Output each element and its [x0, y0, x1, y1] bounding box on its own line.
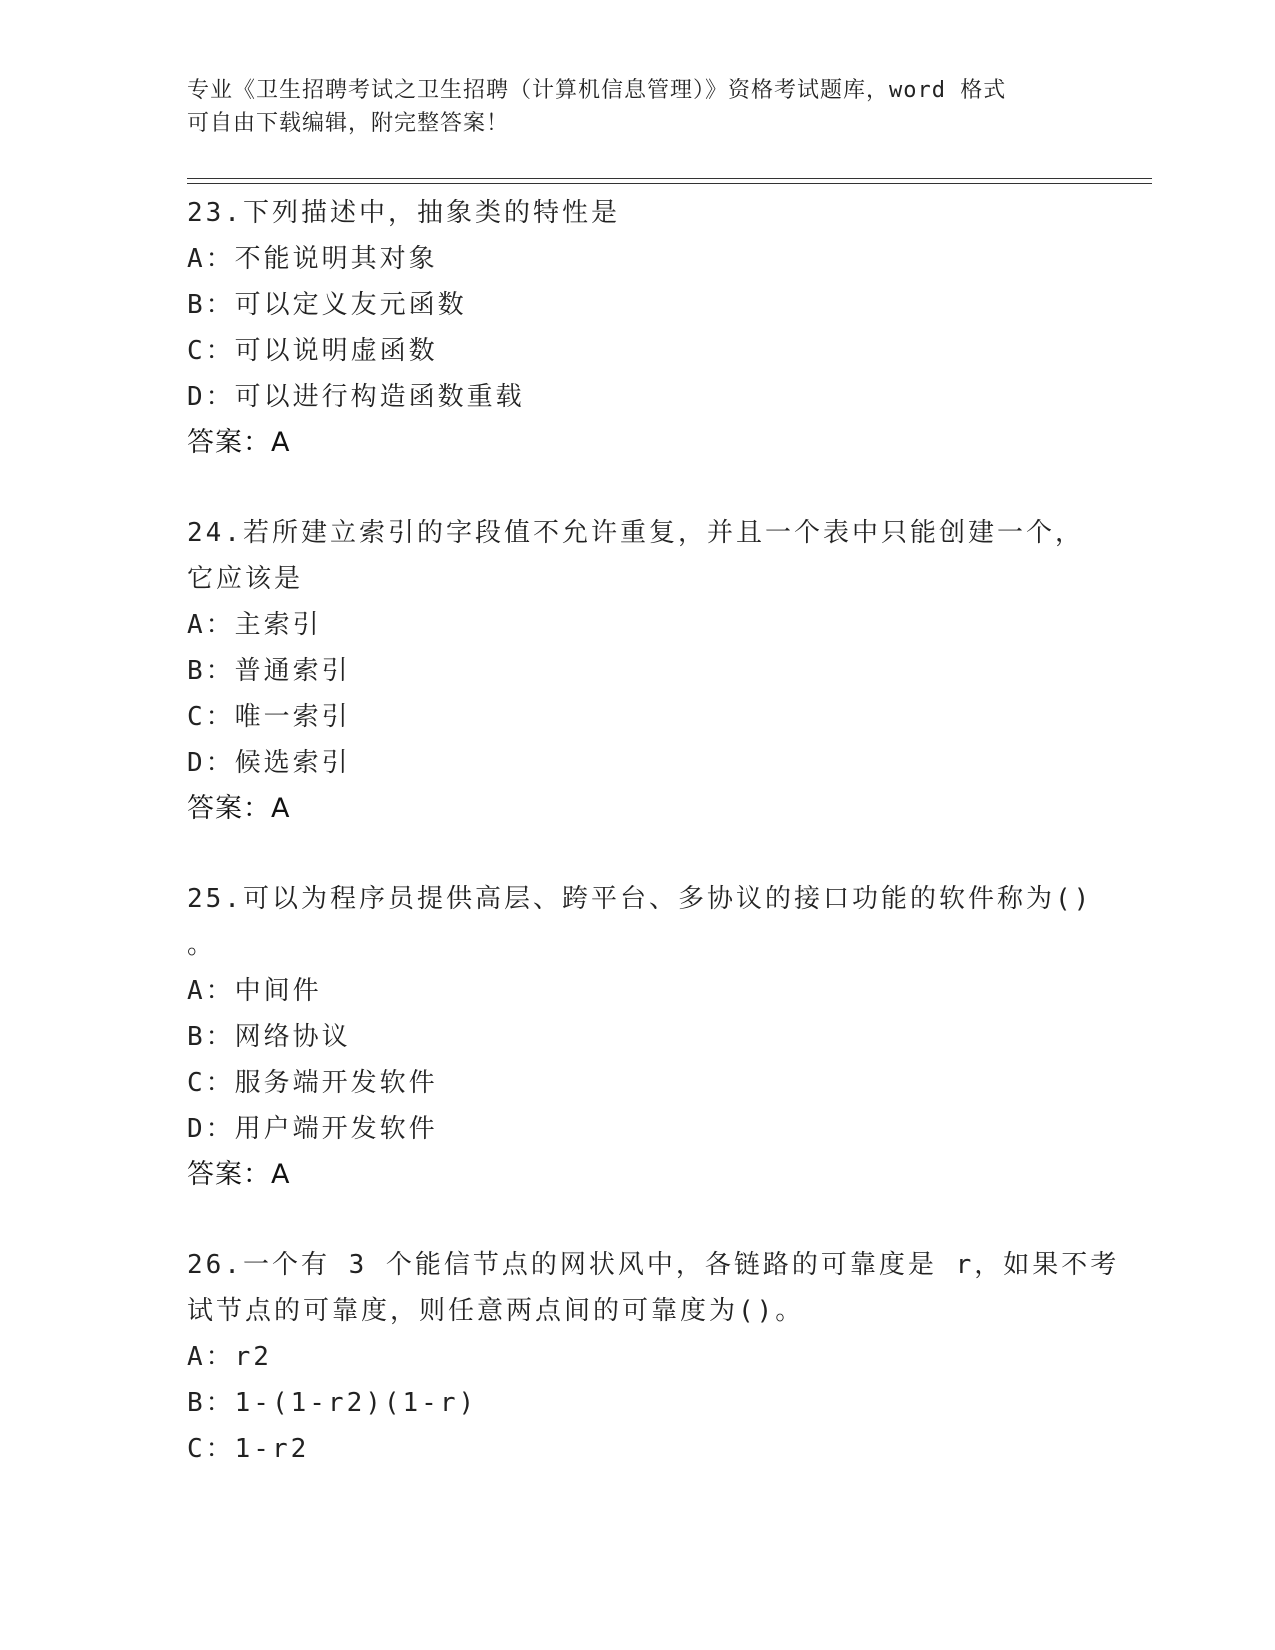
option-d: D：用户端开发软件 — [187, 1114, 438, 1144]
option-c: C：服务端开发软件 — [187, 1068, 438, 1098]
question-stem-line-2: 试节点的可靠度，则任意两点间的可靠度为()。 — [187, 1296, 805, 1326]
header-divider-bottom — [187, 183, 1152, 184]
option-a: A：r2 — [187, 1342, 272, 1372]
option-d: D：候选索引 — [187, 748, 351, 778]
header-divider-top — [187, 178, 1152, 179]
option-a: A：不能说明其对象 — [187, 244, 438, 274]
option-c: C：可以说明虚函数 — [187, 336, 438, 366]
answer-line: 答案：A — [187, 793, 291, 824]
document-header — [187, 74, 1067, 140]
option-a: A：中间件 — [187, 976, 322, 1006]
question-26 — [187, 1242, 1120, 1472]
option-d: D：可以进行构造函数重载 — [187, 382, 525, 412]
option-c: C：1-r2 — [187, 1434, 310, 1464]
question-stem-line-1: 24.若所建立索引的字段值不允许重复，并且一个表中只能创建一个， — [187, 518, 1084, 548]
question-24 — [187, 510, 1087, 832]
option-c: C：唯一索引 — [187, 702, 351, 732]
question-25 — [187, 876, 1093, 1198]
option-b: B：普通索引 — [187, 656, 351, 686]
header-line-2: 可自由下载编辑，附完整答案！ — [187, 111, 510, 136]
header-line-1: 专业《卫生招聘考试之卫生招聘（计算机信息管理）》资格考试题库，word 格式 — [187, 78, 1007, 103]
option-b: B：网络协议 — [187, 1022, 351, 1052]
answer-line: 答案：A — [187, 427, 291, 458]
answer-line: 答案：A — [187, 1159, 291, 1190]
option-b: B：1-(1-r2)(1-r) — [187, 1388, 478, 1418]
option-b: B：可以定义友元函数 — [187, 290, 467, 320]
question-stem-line-2: 它应该是 — [187, 564, 304, 594]
question-stem-line-1: 25.可以为程序员提供高层、跨平台、多协议的接口功能的软件称为() — [187, 884, 1093, 914]
question-23 — [187, 190, 1087, 466]
option-a: A：主索引 — [187, 610, 322, 640]
question-stem: 23.下列描述中，抽象类的特性是 — [187, 198, 620, 228]
question-stem-line-1: 26.一个有 3 个能信节点的网状风中，各链路的可靠度是 r，如果不考 — [187, 1250, 1120, 1280]
question-stem-line-2: 。 — [187, 930, 217, 960]
